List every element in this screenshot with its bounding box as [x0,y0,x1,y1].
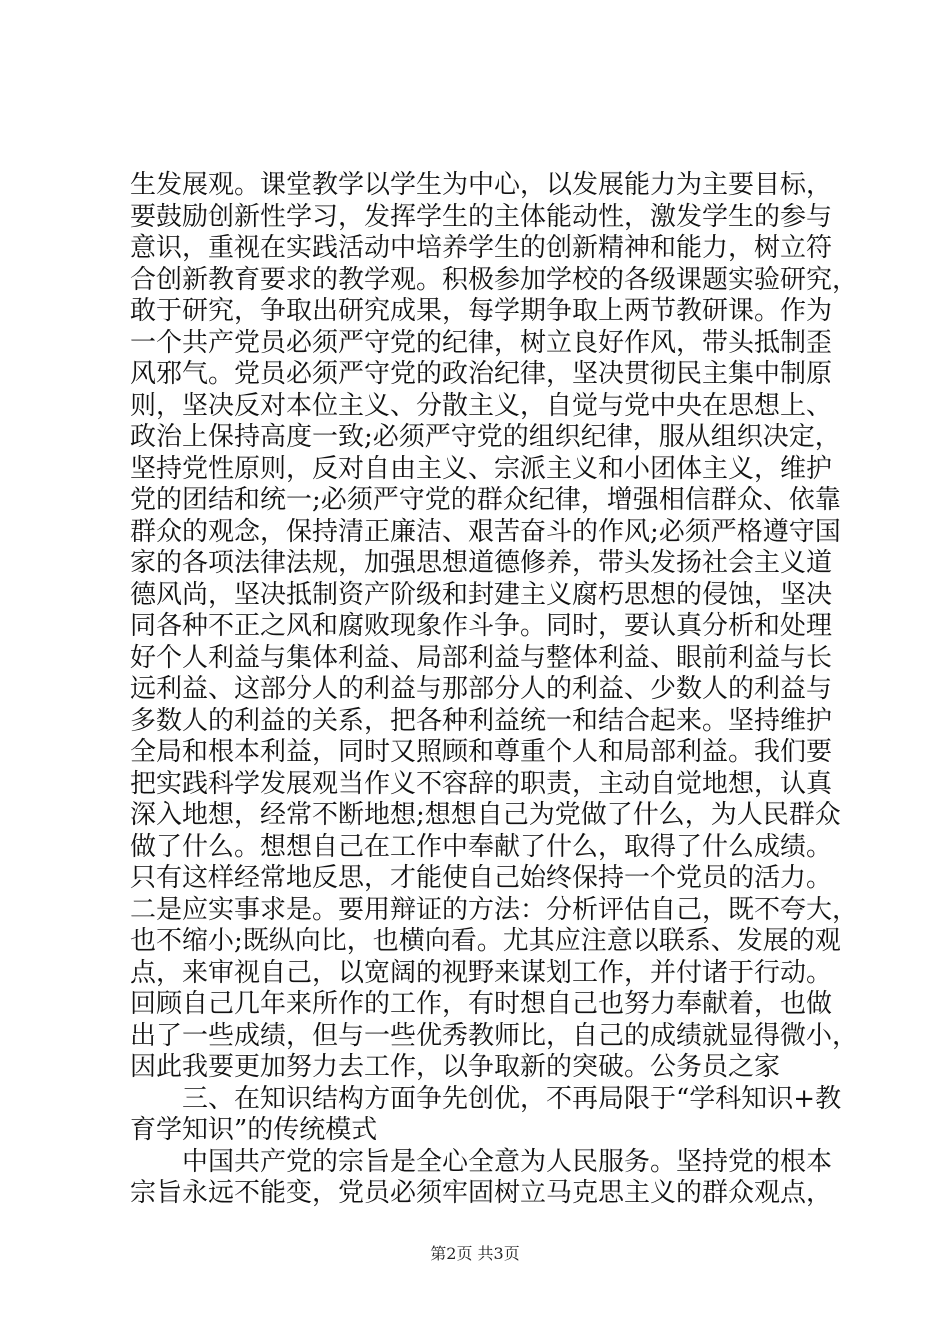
text-line: 宗旨永远不能变，党员必须牢固树立马克思主义的群众观点， [130,1178,833,1208]
text-line: 因此我要更加努力去工作，以争取新的突破。公务员之家 [130,1052,781,1082]
text-line: 同各种不正之风和腐败现象作斗争。同时，要认真分析和处理 [130,611,833,641]
text-line: 群众的观念，保持清正廉洁、艰苦奋斗的作风;必须严格遵守国 [130,516,841,547]
text-line: 深入地想，经常不断地想;想想自己为党做了什么，为人民群众 [130,800,841,830]
text-line: 中国共产党的宗旨是全心全意为人民服务。坚持党的根本 [182,1146,833,1177]
paragraph-1 [130,170,859,1084]
text-line: 合创新教育要求的教学观。积极参加学校的各级课题实验研究， [130,264,859,295]
text-line: 做了什么。想想自己在工作中奉献了什么，取得了什么成绩。 [130,831,833,862]
page-number-footer: 第2页 共3页 [430,1244,520,1263]
heading-line: 育学知识”的传统模式 [130,1115,378,1145]
section-heading [130,1083,842,1147]
text-line: 政治上保持高度一致;必须严守党的组织纪律，服从组织决定， [130,422,841,452]
document-body [130,170,859,1210]
text-line: 回顾自己几年来所作的工作，有时想自己也努力奉献着，也做 [130,989,833,1019]
text-line: 敢于研究，争取出研究成果，每学期争取上两节教研课。作为 [130,296,833,326]
paragraph-2 [130,1146,833,1210]
text-line: 家的各项法律法规，加强思想道德修养，带头发扬社会主义道 [130,548,833,578]
text-line: 党的团结和统一;必须严守党的群众纪律，增强相信群众、依靠 [130,485,841,515]
text-line: 远利益、这部分人的利益与那部分人的利益、少数人的利益与 [130,674,833,704]
text-line: 也不缩小;既纵向比，也横向看。尤其应注意以联系、发展的观 [130,926,841,956]
text-line: 点，来审视自己，以宽阔的视野来谋划工作，并付诸于行动。 [130,957,833,988]
text-line: 出了一些成绩，但与一些优秀教师比，自己的成绩就显得微小， [130,1020,859,1051]
text-line: 要鼓励创新性学习，发挥学生的主体能动性，激发学生的参与 [130,201,833,232]
text-line: 多数人的利益的关系，把各种利益统一和结合起来。坚持维护 [130,705,833,736]
text-line: 则，坚决反对本位主义、分散主义，自觉与党中央在思想上、 [130,390,833,421]
text-line: 生发展观。课堂教学以学生为中心，以发展能力为主要目标， [130,170,833,200]
text-line: 德风尚，坚决抵制资产阶级和封建主义腐朽思想的侵蚀，坚决 [130,579,833,610]
text-line: 坚持党性原则，反对自由主义、宗派主义和小团体主义，维护 [130,453,833,484]
text-line: 全局和根本利益，同时又照顾和尊重个人和局部利益。我们要 [130,737,833,767]
text-line: 意识，重视在实践活动中培养学生的创新精神和能力，树立符 [130,233,833,263]
heading-line: 三、在知识结构方面争先创优，不再局限于“学科知识+教 [182,1083,842,1114]
text-line: 好个人利益与集体利益、局部利益与整体利益、眼前利益与长 [130,642,833,673]
text-line: 一个共产党员必须严守党的纪律，树立良好作风，带头抵制歪 [130,327,833,358]
text-line: 风邪气。党员必须严守党的政治纪律，坚决贯彻民主集中制原 [130,359,833,389]
text-line: 只有这样经常地反思，才能使自己始终保持一个党员的活力。 [130,863,833,893]
text-line: 把实践科学发展观当作义不容辞的职责，主动自觉地想，认真 [130,768,833,799]
text-line: 二是应实事求是。要用辩证的方法：分析评估自己，既不夸大， [130,894,859,925]
